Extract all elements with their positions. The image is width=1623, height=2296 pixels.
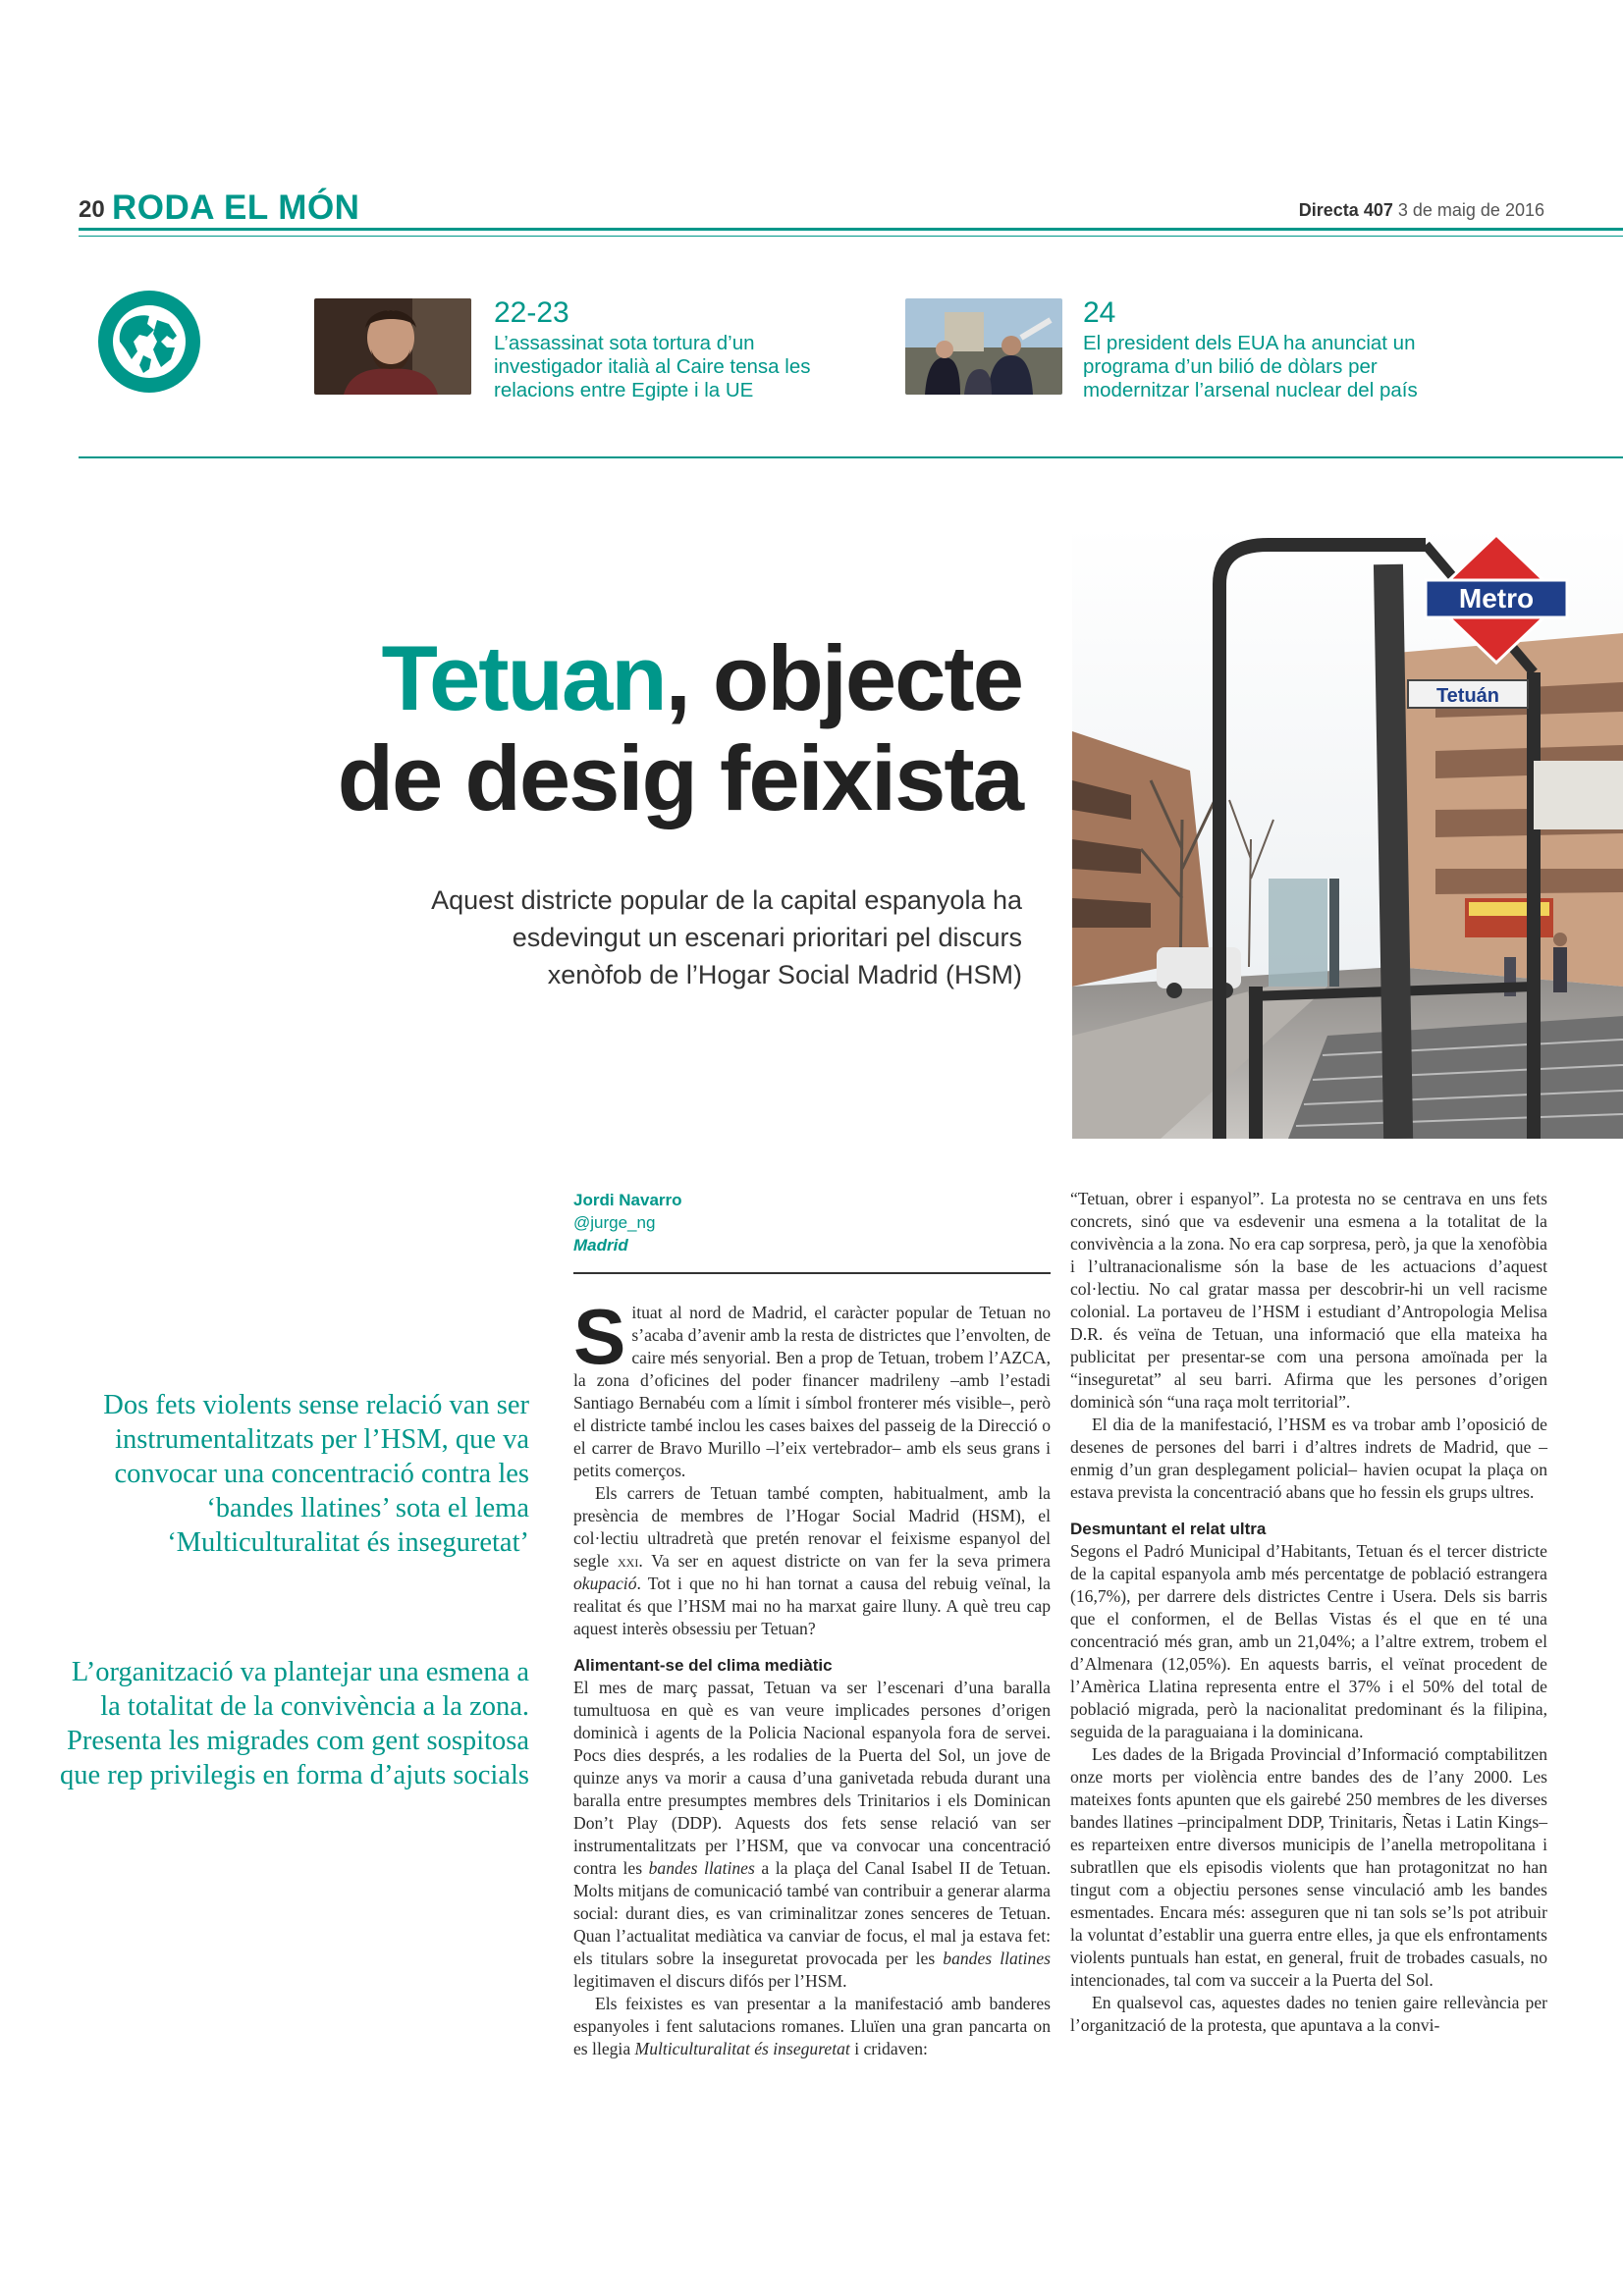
paragraph-2: Els carrers de Tetuan també compten, habitualment, amb la presència de membres de l’Hogar Social Madrid (HSM), el col·lectiu ultradretà que pretén renovar el feixisme espanyol del segle xxi. Va ser en aquest districte on van fer la seva primera okupació. Tot i que no hi han tornat a causa del rebuig veïnal, la realitat és que l’HSM mai no ha marxat gaire lluny. A què treu cap aquest interès obsessiu per Tetuan? bbox=[573, 1483, 1051, 1638]
section-title: RODA EL MÓN bbox=[112, 188, 360, 227]
standfirst: Aquest districte popular de la capital espanyola ha esdevingut un escenari prioritari pel discurs xenòfob de l’Hogar Social Madrid (HSM) bbox=[431, 885, 1022, 989]
header-rule bbox=[79, 228, 1623, 231]
pull-quote-1: Dos fets violents sense relació van ser instrumentalitzats per l’HSM, que va convocar una concentració contra les ‘bandes llatines’ sota el lema ‘Multiculturalitat és inseguretat’ bbox=[103, 1390, 529, 1558]
issue-info bbox=[1299, 200, 1544, 221]
headline-line1: , objecte bbox=[665, 626, 1022, 729]
issue-date: 3 de maig de 2016 bbox=[1397, 200, 1544, 220]
globe-icon bbox=[98, 291, 200, 393]
subheading-1: Alimentant-se del clima mediàtic bbox=[573, 1656, 833, 1675]
author-name: Jordi Navarro bbox=[573, 1191, 682, 1209]
subheading-2: Desmuntant el relat ultra bbox=[1070, 1520, 1267, 1538]
teaser-photo-2[interactable] bbox=[905, 298, 1062, 395]
teaser-1-text[interactable]: L’assassinat sota tortura d’un investigador italià al Caire tensa les relacions entre Egipte i la UE bbox=[494, 332, 811, 401]
teaser-rule bbox=[79, 456, 1623, 458]
paragraph-3: El mes de març passat, Tetuan va ser l’escenari d’una baralla tumultuosa en què es van veure implicades persones d’origen dominicà i agents de la Policia Nacional espanyola fora de servei. Pocs dies després, a les rodalies de la Puerta del Sol, un jove de quinze anys va morir a causa d’una ganivetada rebuda durant una baralla entre presumptes membres dels Trinitarios i els Dominican Don’t Play (DDP). Aquests dos fets sense relació van ser instrumentalitzats per l’HSM, que va convocar una concentració contra les bandes llatines a la plaça del Canal Isabel II de Tetuan. Molts mitjans de comunicació també van contribuir a generar alarma social: durant dies, es van criminalitzar zones senceres de Tetuan. Quan l’actualitat mediàtica va canviar de focus, el mal ja estava fet: els titulars sobre la inseguretat provocada per les bandes llatines legitimaven el discurs difós per l’HSM. bbox=[573, 1678, 1052, 1991]
teaser-1-pages[interactable]: 22-23 bbox=[494, 296, 569, 329]
article-column-1 bbox=[573, 1293, 1052, 2060]
paragraph-6: El dia de la manifestació, l’HSM es va trobar amb l’oposició de desenes de persones del barri i d’altres indrets de Madrid, que –enmig d’un gran desplegament policial– havien ocupat la plaça on estava prevista la concentració abans que ho fessin els grups ultres. bbox=[1070, 1415, 1547, 1502]
headline-highlight: Tetuan bbox=[381, 626, 666, 729]
metro-sign-text: Metro bbox=[1458, 583, 1535, 614]
page-number: 20 bbox=[79, 196, 105, 223]
teaser-2-pages[interactable]: 24 bbox=[1083, 296, 1116, 329]
station-name-text: Tetuán bbox=[1435, 685, 1500, 707]
headline bbox=[338, 628, 1022, 828]
teaser-photo-1[interactable] bbox=[314, 298, 471, 395]
paragraph-4: Els feixistes es van presentar a la manifestació amb banderes espanyoles i fent salutacions romanes. Lluïen una gran pancarta on es llegia Multiculturalitat és inseguretat i cridaven: bbox=[573, 1994, 1051, 2058]
teaser-2-text[interactable]: El president dels EUA ha anunciat un programa d’un bilió de dòlars per modernitzar l’arsenal nuclear del país bbox=[1083, 332, 1418, 401]
drop-cap: S bbox=[573, 1293, 626, 1380]
byline-rule bbox=[573, 1272, 1051, 1274]
dateline-location: Madrid bbox=[573, 1236, 628, 1255]
header-rule-thin bbox=[79, 236, 1623, 237]
paragraph-1: Situat al nord de Madrid, el caràcter popular de Tetuan no s’acaba d’avenir amb la resta de districtes que l’envolten, de caire més senyorial. Ben a prop de Tetuan, trobem l’AZCA, la zona d’oficines del poder financer madrileny –amb l’estadi Santiago Bernabéu com a límit i símbol fronterer més visible–, però el districte també inclou les cases baixes del passeig de la Direcció o el carrer de Bravo Murillo –l’eix vertebrador– amb els seus grans i petits comerços. bbox=[573, 1293, 1051, 1480]
paragraph-9: En qualsevol cas, aquestes dades no tenien gaire rellevància per l’organització de la protesta, que apuntava a la convi- bbox=[1070, 1993, 1547, 2035]
pull-quote-2: L’organització va plantejar una esmena a la totalitat de la convivència a la zona. Presenta les migrades com gent sospitosa que rep privilegis en forma d’ajuts socials bbox=[59, 1657, 529, 1790]
paragraph-5: “Tetuan, obrer i espanyol”. La protesta no se centrava en uns fets concrets, sinó que va esdevenir una esmena a la totalitat de la convivència a la zona. No era cap sorpresa, però, ja que la xenofòbia i l’ultranacionalisme són la base de les actuacions d’aquest col·lectiu. No cal gratar massa per descobrir-hi un vell racisme colonial. La portaveu de l’HSM i estudiant d’Antropologia Melisa D.R. és veïna de Tetuan, una informació que ella mateixa ha publicitat per presentar-se com una persona amoïnada per la “inseguretat” al seu barri. Afirma que les persones d’origen dominicà són “una raça molt territorial”. bbox=[1070, 1189, 1547, 1412]
article-column-2 bbox=[1070, 1188, 1547, 2037]
article-photo-metro-tetuan bbox=[1072, 525, 1623, 1139]
byline bbox=[573, 1189, 1051, 1256]
publication-name: Directa 407 bbox=[1298, 200, 1393, 220]
headline-line2: de desig feixista bbox=[337, 726, 1022, 829]
paragraph-7: Segons el Padró Municipal d’Habitants, Tetuan és el tercer districte de la capital espanyola amb més percentatge de població estrangera (16,7%), per darrere dels districtes Centre i Usera. Dels sis barris que el conformen, el de Bellas Vistas és el que en té una concentració més gran, amb un 21,04%; a l’altre extrem, trobem el d’Almenara (12,05%). En aquests barris, el veïnat procedent de l’Amèrica Llatina representa entre el 37% i el 50% del total de població migrada, però la nacionalitat predominant és la filipina, seguida de la paraguaiana i la dominicana. bbox=[1070, 1541, 1547, 1741]
paragraph-8: Les dades de la Brigada Provincial d’Informació comptabilitzen onze morts per violència entre bandes des de l’any 2000. Les mateixes fonts apunten que els gairebé 250 membres de les diverses bandes llatines –principalment DDP, Trinitaris, Ñetas i Latin Kings– es reparteixen entre diversos municipis de l’anella metropolitana i subratllen que els episodis violents que han protagonitzat no han tingut com a objectiu persones sense vinculació amb les bandes esmentades. Encara més: asseguren que ni tan sols se’ls pot atribuir la voluntat d’establir una guerra entre elles, ja que els enfrontaments violents puntuals han estat, en general, fruit de trobades casuals, no intencionades, tal com va succeir a la Puerta del Sol. bbox=[1070, 1744, 1547, 1990]
author-handle[interactable]: @jurge_ng bbox=[573, 1213, 656, 1232]
